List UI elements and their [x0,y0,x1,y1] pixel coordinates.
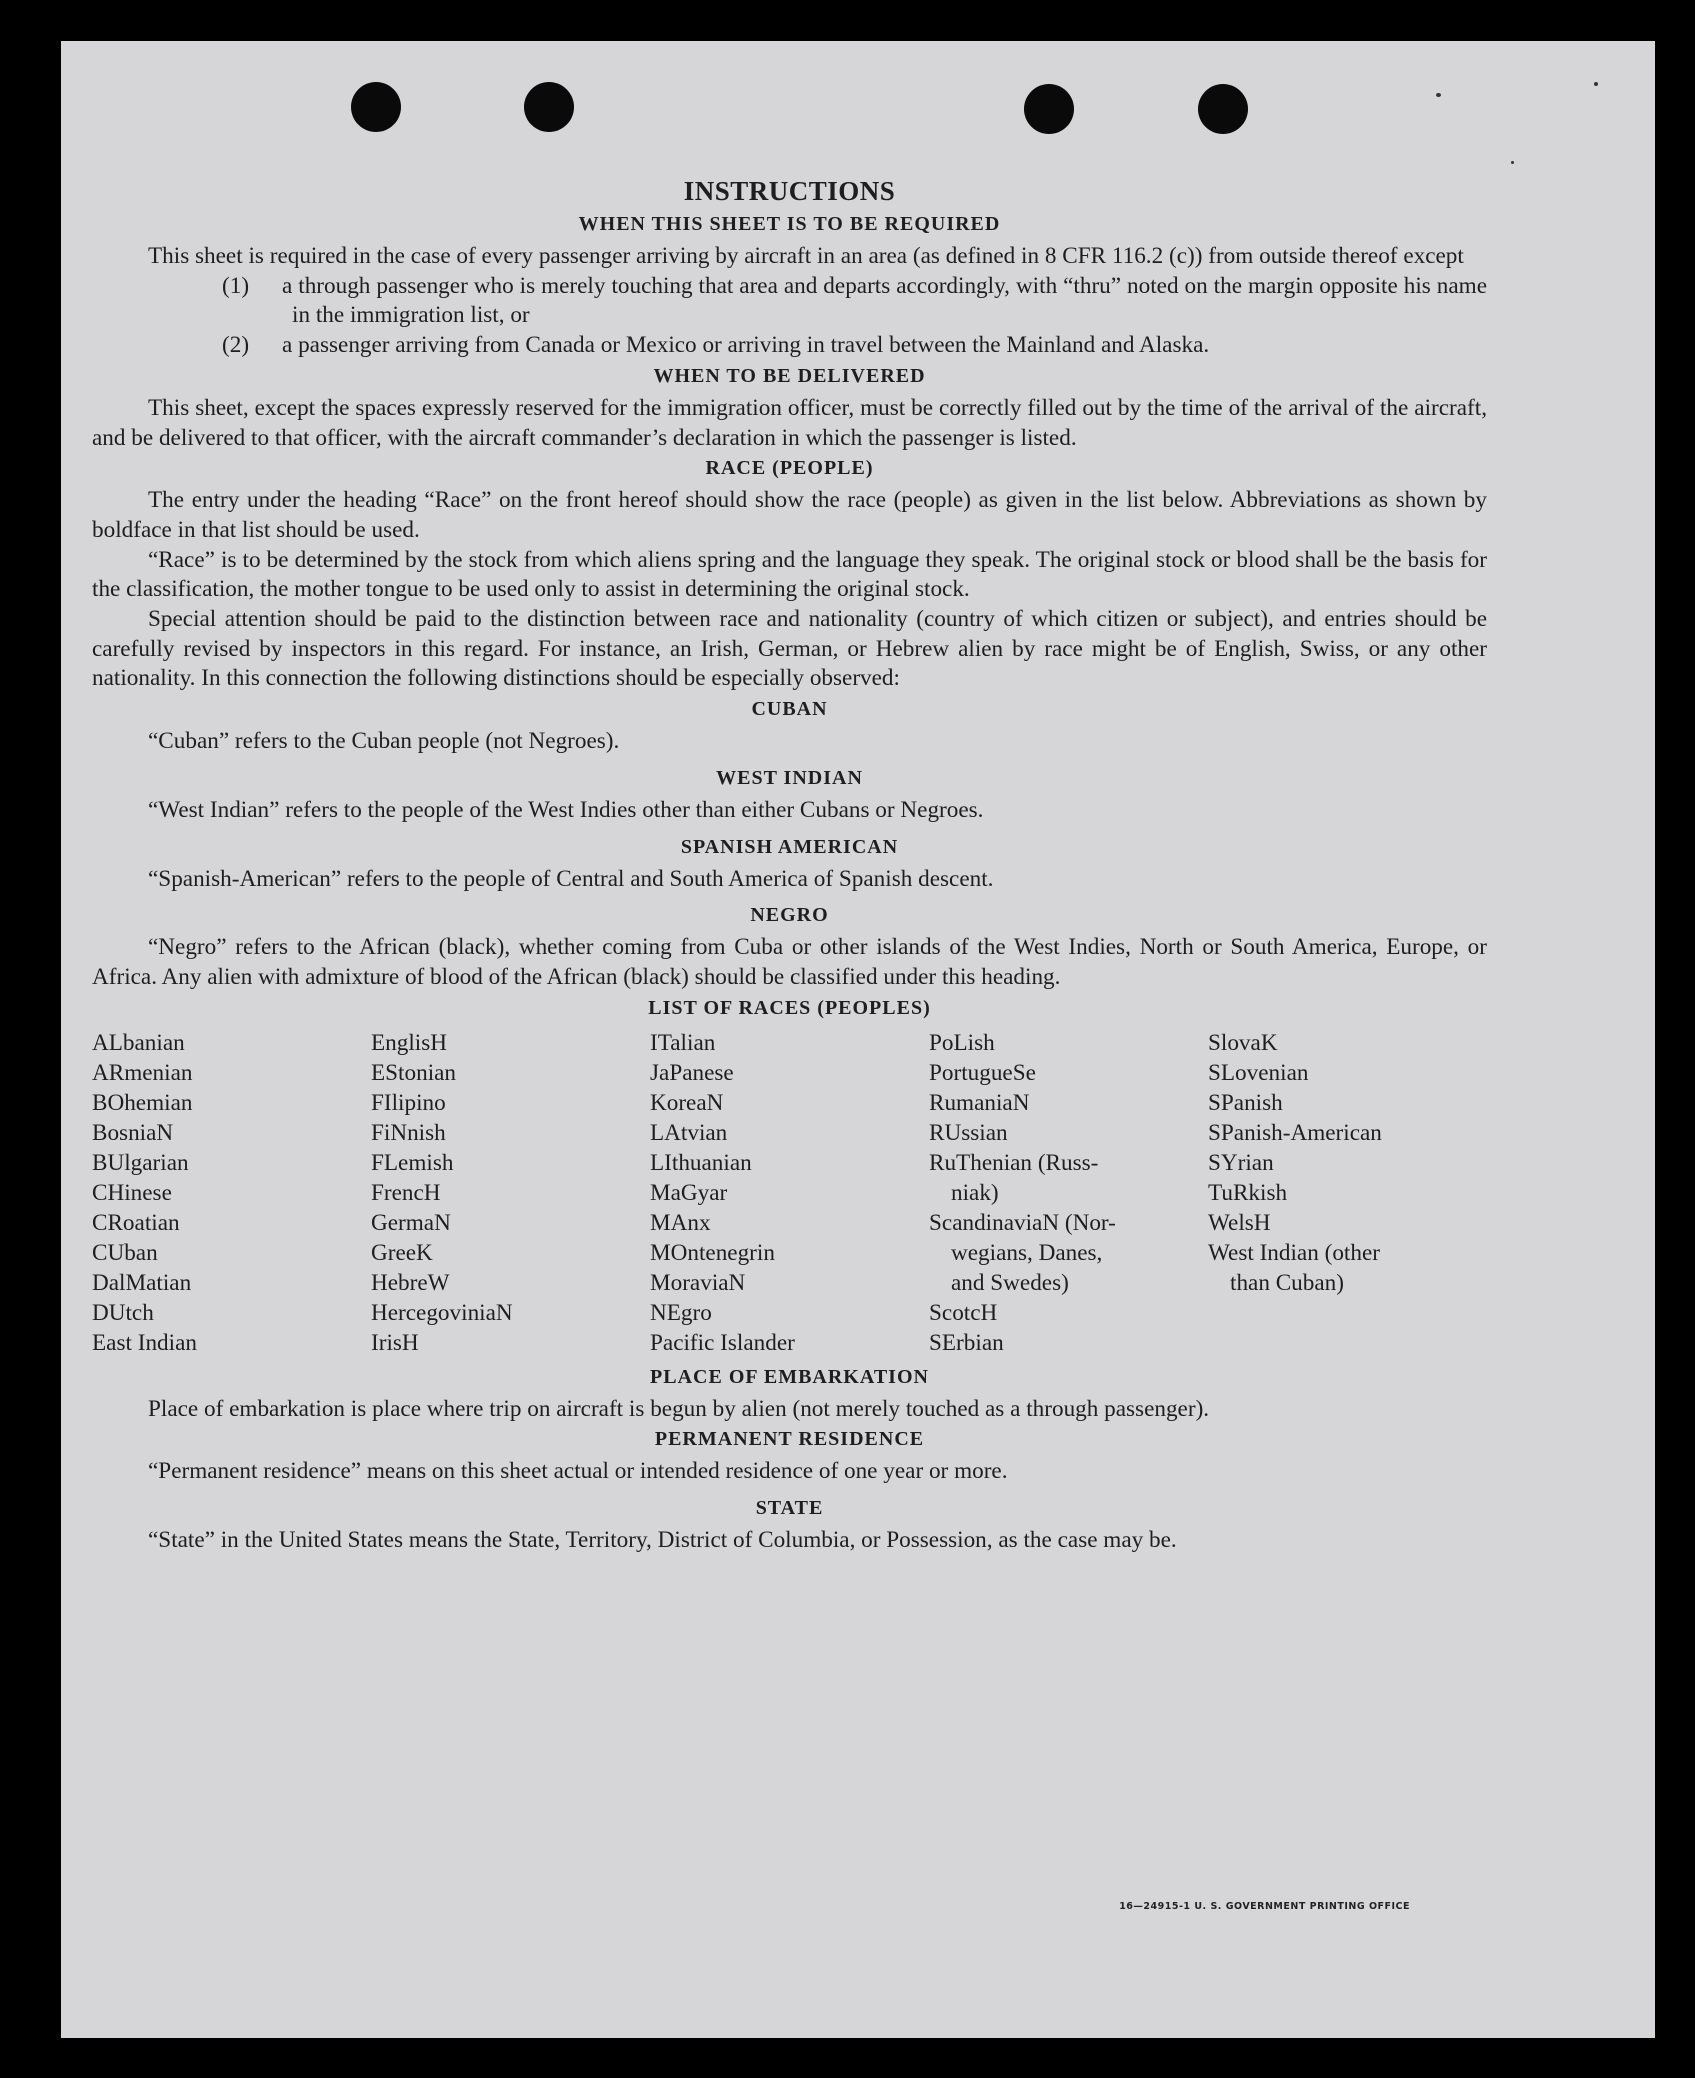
race-item: CUban [92,1239,158,1266]
race-paragraph-2: “Race” is to be determined by the stock from which aliens spring and the language they speak. The original stock or blood shall be the basis for the classification, the mother tongue to be used only to assist in determining the original stock. [92,546,1487,603]
race-item: FLemish [371,1149,454,1176]
required-intro: This sheet is required in the case of every passenger arriving by aircraft in an area (as defined in 8 CFR 116.2 (c)) from outside thereof except [148,243,1464,269]
race-item: EStonian [371,1059,457,1086]
speck [1436,93,1441,97]
cuban-text: “Cuban” refers to the Cuban people (not Negroes). [148,728,620,755]
race-item: ALbanian [92,1029,185,1056]
race-item: West Indian (other [1208,1239,1380,1266]
race-item: KoreaN [650,1089,724,1116]
races-column-2 [371,1028,650,1358]
race-item: TuRkish [1208,1179,1288,1206]
race-item: FiNnish [371,1119,446,1146]
race-item: NEgro [650,1299,712,1326]
race-item: CHinese [92,1179,172,1206]
punch-hole [1198,84,1248,134]
race-item: JaPanese [650,1059,734,1086]
punch-hole [351,82,401,132]
negro-text: “Negro” refers to the African (black), whether coming from Cuba or other islands of the West Indies, North or South America, Europe, or Africa. Any alien with admixture of blood of the African (black) should be classified under this heading. [92,934,1487,990]
race-item: LAtvian [650,1119,728,1146]
speck [1511,161,1514,164]
race-item: DalMatian [92,1269,192,1296]
race-item: EnglisH [371,1029,448,1056]
west-indian-text: “West Indian” refers to the people of the West Indies other than either Cubans or Negroes. [148,796,984,823]
punch-hole [1024,84,1074,134]
race-item: FrencH [371,1179,441,1206]
state-text: “State” in the United States means the State, Territory, District of Columbia, or Possession, as the case may be. [148,1527,1177,1554]
exception-item-2: (2) a passenger arriving from Canada or Mexico or arriving in travel between the Mainland and Alaska. [222,332,1210,359]
race-item: SPanish-American [1208,1119,1382,1146]
race-item: PoLish [929,1029,995,1056]
race-item: MoraviaN [650,1269,746,1296]
residence-text: “Permanent residence” means on this sheet actual or intended residence of one year or more. [148,1458,1008,1485]
section-heading-races-list: LIST OF RACES (PEOPLES) [648,996,931,1019]
race-item: HebreW [371,1269,450,1296]
race-item: SlovaK [1208,1029,1278,1056]
spanish-american-text: “Spanish-American” refers to the people of Central and South America of Spanish descent. [148,865,994,892]
exception-item-1: (1) a through passenger who is merely touching that area and departs accordingly, with “thru” noted on the margin opposite his name in the immigration list, or [222,272,1487,329]
race-item: ScotcH [929,1299,998,1326]
race-item: ARmenian [92,1059,193,1086]
race-item: IrisH [371,1329,419,1356]
section-heading-state: STATE [755,1497,824,1520]
printer-imprint: 16—24915-1 U. S. GOVERNMENT PRINTING OFFICE [1119,1901,1410,1912]
race-item: MOntenegrin [650,1239,775,1266]
race-item: SErbian [929,1329,1004,1356]
race-item: SPanish [1208,1089,1283,1116]
race-item: GreeK [371,1239,433,1266]
races-list [92,1028,1487,1358]
race-item: RumaniaN [929,1089,1030,1116]
punch-hole [524,82,574,132]
race-item-continuation: and Swedes) [951,1269,1069,1296]
section-heading-required: WHEN THIS SHEET IS TO BE REQUIRED [578,213,1001,235]
race-item: East Indian [92,1329,197,1356]
section-heading-race: RACE (PEOPLE) [705,457,874,480]
section-heading-delivered: WHEN TO BE DELIVERED [653,364,926,387]
embarkation-text: Place of embarkation is place where trip on aircraft is begun by alien (not merely touched as a through passenger). [148,1395,1210,1422]
race-item: BUlgarian [92,1149,189,1176]
race-item: ITalian [650,1029,716,1056]
race-item: HercegoviniaN [371,1299,513,1326]
race-item-continuation: wegians, Danes, [951,1239,1103,1266]
race-item: MaGyar [650,1179,728,1206]
document-page [61,41,1655,2038]
race-item: PortugueSe [929,1059,1036,1086]
race-item: DUtch [92,1299,154,1326]
race-paragraph-1: The entry under the heading “Race” on the front hereof should show the race (people) as given in the list below. Abbreviations as shown by boldface in that list should be used. [92,487,1487,543]
page-title: INSTRUCTIONS [683,176,896,206]
race-item: ScandinaviaN (Nor- [929,1209,1116,1236]
section-heading-cuban: CUBAN [751,698,828,721]
speck [1594,82,1598,86]
section-heading-negro: NEGRO [750,904,829,927]
instructions-content [92,176,1487,1556]
race-item: WelsH [1208,1209,1271,1236]
section-heading-west-indian: WEST INDIAN [716,766,863,789]
race-item: SYrian [1208,1149,1274,1176]
races-column-4 [929,1028,1208,1358]
race-item: MAnx [650,1209,711,1236]
race-item: GermaN [371,1209,451,1236]
race-item: Pacific Islander [650,1329,795,1356]
races-column-5 [1208,1028,1487,1358]
race-item: LIthuanian [650,1149,752,1176]
race-item-continuation: than Cuban) [1230,1269,1344,1296]
race-item: CRoatian [92,1209,180,1236]
section-heading-residence: PERMANENT RESIDENCE [654,1428,925,1451]
race-paragraph-3: Special attention should be paid to the distinction between race and nationality (country of which citizen or subject), and entries should be carefully revised by inspectors in this regard. For instance, an Irish, German, or Hebrew alien by race might be of English, Swiss, or any other nationality. In this connection the following distinctions should be especially observed: [92,606,1487,692]
race-item: SLovenian [1208,1059,1309,1086]
race-item: FIlipino [371,1089,446,1116]
races-column-1 [92,1028,371,1358]
race-item: RuThenian (Russ- [929,1149,1099,1176]
race-item: BOhemian [92,1089,193,1116]
delivered-text: This sheet, except the spaces expressly reserved for the immigration officer, must be correctly filled out by the time of the arrival of the aircraft, and be delivered to that officer, with the aircraft commander’s declaration in which the passenger is listed. [92,394,1487,451]
race-item-continuation: niak) [951,1179,999,1206]
race-item: RUssian [929,1119,1008,1146]
race-item: BosniaN [92,1119,174,1146]
races-column-3 [650,1028,929,1358]
section-heading-embarkation: PLACE OF EMBARKATION [650,1365,929,1388]
section-heading-spanish-american: SPANISH AMERICAN [680,835,899,858]
